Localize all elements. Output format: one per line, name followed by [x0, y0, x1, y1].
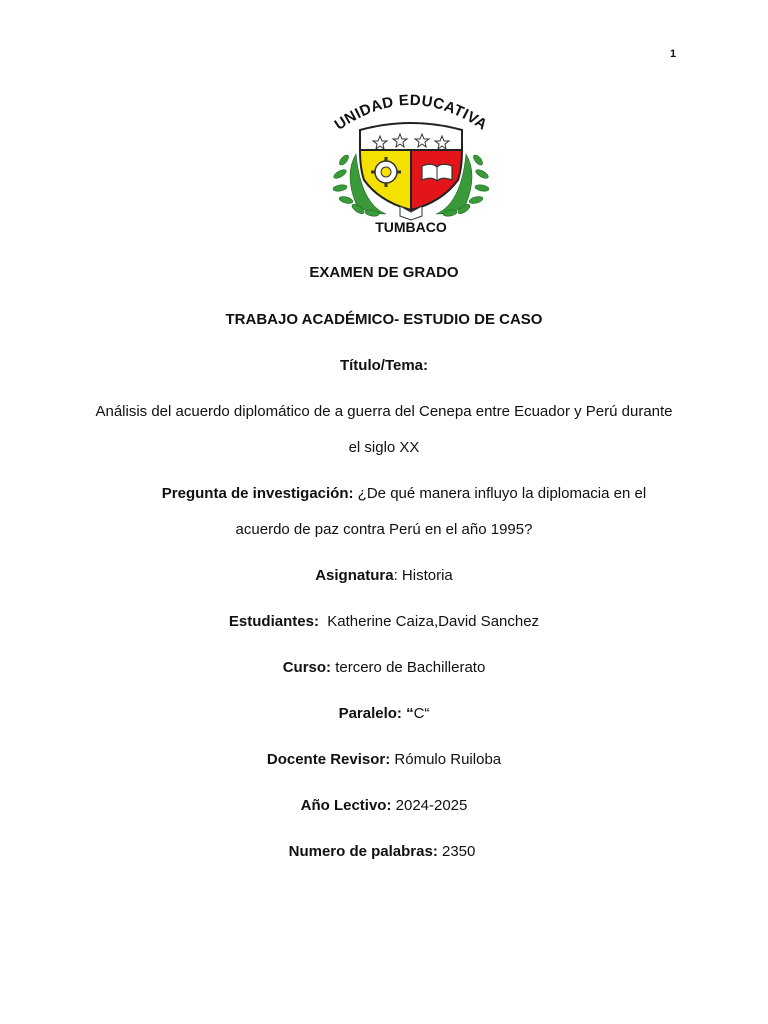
reviewer-line: [0, 751, 768, 769]
subject-line: [0, 567, 768, 585]
open-book-icon: [422, 164, 452, 181]
reviewer-label: Docente Revisor:: [266, 751, 391, 768]
students-line: [0, 613, 768, 631]
school-year-line: [0, 797, 768, 815]
title-label: Título/Tema:: [339, 357, 429, 374]
work-type: TRABAJO ACADÉMICO- ESTUDIO DE CASO: [225, 311, 543, 328]
title-line-1: Análisis del acuerdo diplomático de a guerra del Cenepa entre Ecuador y Perú durante: [95, 403, 673, 420]
crest-top-text: UNIDAD EDUCATIVA: [331, 94, 491, 134]
word-count-line: [0, 843, 766, 861]
school-year-value: 2024-2025: [391, 797, 468, 814]
crest-bottom-text: TUMBACO: [375, 219, 447, 235]
students-value: Katherine Caiza,David Sanchez: [318, 613, 540, 630]
parallel-label: Paralelo: “: [338, 705, 414, 722]
parallel-line: [0, 705, 768, 723]
school-crest-logo: [326, 94, 496, 236]
title-line-2: el siglo XX: [348, 439, 420, 456]
subject-label: Asignatura: [315, 567, 394, 584]
reviewer-value: Rómulo Ruiloba: [390, 751, 502, 768]
research-question-line-2: acuerdo de paz contra Perú en el año 1995?: [235, 521, 533, 538]
course-label: Curso:: [282, 659, 332, 676]
parallel-value: C“: [413, 705, 430, 722]
page-number: 1: [670, 48, 677, 60]
course-line: [0, 659, 768, 677]
research-question-text-1: ¿De qué manera influyo la diplomacia en el: [353, 485, 647, 502]
research-question-label: Pregunta de investigación:: [161, 485, 354, 502]
school-year-label: Año Lectivo:: [300, 797, 392, 814]
research-question-line-1: [20, 485, 768, 503]
word-count-label: Numero de palabras:: [288, 843, 438, 860]
course-value: tercero de Bachillerato: [331, 659, 486, 676]
exam-title: EXAMEN DE GRADO: [309, 264, 459, 281]
subject-value: : Historia: [393, 567, 453, 584]
word-count-value: 2350: [437, 843, 476, 860]
students-label: Estudiantes:: [228, 613, 319, 630]
